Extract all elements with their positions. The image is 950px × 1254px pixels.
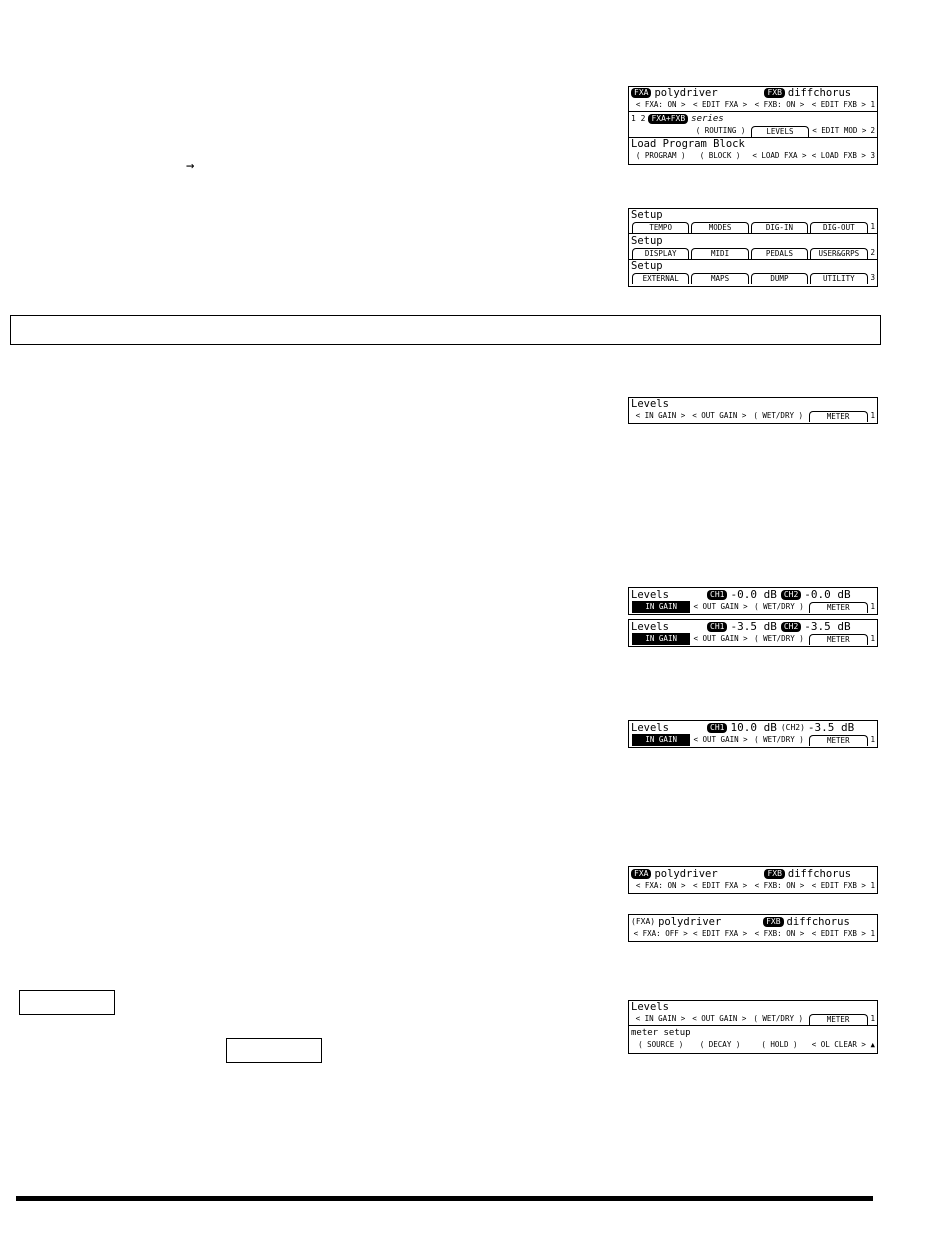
softkey-row	[629, 601, 877, 613]
softkey-row	[629, 125, 877, 137]
softkey-row	[629, 221, 877, 233]
page-number: 2	[870, 126, 876, 135]
softkey-out-gain[interactable]: < OUT GAIN >	[692, 411, 747, 420]
lcd-status-row	[629, 87, 877, 99]
softkey-edit-fxa[interactable]: < EDIT FXA >	[692, 100, 748, 109]
fxa-name: polydriver	[654, 867, 718, 880]
softkey-tempo[interactable]: TEMPO	[632, 222, 689, 233]
ch2-tag: CH2	[781, 622, 801, 632]
page-number: 1	[870, 1014, 876, 1023]
softkey-load-fxb[interactable]: < LOAD FXB >	[811, 151, 866, 160]
page-number: 1	[870, 735, 876, 744]
softkey-hold[interactable]: ( HOLD )	[761, 1040, 798, 1049]
softkey-in-gain[interactable]: IN GAIN	[632, 601, 690, 613]
fxa-name: polydriver	[654, 87, 718, 99]
softkey-midi[interactable]: MIDI	[691, 248, 748, 259]
softkey-utility[interactable]: UTILITY	[810, 273, 867, 284]
softkey-dig-in[interactable]: DIG-IN	[751, 222, 808, 233]
softkey-row	[629, 150, 877, 162]
levels-title: Levels	[631, 398, 669, 410]
key-label-box	[226, 1038, 322, 1063]
softkey-out-gain[interactable]: < OUT GAIN >	[693, 634, 748, 643]
softkey-external[interactable]: EXTERNAL	[632, 273, 689, 284]
softkey-wet-dry[interactable]: ( WET/DRY )	[753, 411, 804, 420]
page-number: 1	[870, 634, 876, 643]
footer-rule	[16, 1196, 873, 1201]
softkey-edit-fxa[interactable]: < EDIT FXA >	[692, 881, 748, 890]
lcd-levels-gain	[628, 619, 878, 647]
ch1-value: -0.0 dB	[730, 588, 777, 601]
softkey-maps[interactable]: MAPS	[691, 273, 748, 284]
ch1-tag: CH1	[707, 723, 727, 733]
softkey-in-gain[interactable]: < IN GAIN >	[635, 411, 686, 420]
softkey-wet-dry[interactable]: ( WET/DRY )	[754, 634, 804, 643]
ch1-tag: CH1	[707, 590, 727, 600]
softkey-dump[interactable]: DUMP	[751, 273, 808, 284]
softkey-meter[interactable]: METER	[809, 411, 868, 422]
load-program-title: Load Program Block	[631, 138, 745, 150]
ch2-tag: CH2	[781, 590, 801, 600]
softkey-wet-dry[interactable]: ( WET/DRY )	[754, 735, 804, 744]
fxb-tag: FXB	[764, 869, 784, 879]
softkey-row	[629, 247, 877, 259]
page-number: 2	[870, 248, 876, 257]
setup-title: Setup	[631, 234, 663, 247]
lcd-meter-setup	[628, 1000, 878, 1054]
fxa-name: polydriver	[658, 915, 722, 928]
softkey-row	[629, 99, 877, 111]
softkey-row	[629, 1039, 877, 1051]
fxa-tag: (FXA)	[631, 916, 656, 926]
lcd-main-program	[628, 86, 878, 165]
softkey-fxa-off[interactable]: < FXA: OFF >	[633, 929, 688, 938]
fxb-tag: FXB	[764, 88, 784, 98]
lcd-levels	[628, 397, 878, 424]
levels-title: Levels	[631, 721, 669, 734]
ch1-value: 10.0 dB	[730, 721, 777, 734]
lcd-status-row	[629, 915, 877, 928]
lcd-status-row	[629, 112, 877, 125]
page-number: 3	[870, 273, 876, 282]
lcd-status-row	[629, 867, 877, 880]
softkey-row	[629, 928, 877, 940]
softkey-edit-fxa[interactable]: < EDIT FXA >	[692, 929, 748, 938]
softkey-edit-fxb[interactable]: < EDIT FXB >	[811, 100, 866, 109]
softkey-row	[629, 734, 877, 746]
softkey-row	[629, 410, 877, 422]
softkey-wet-dry[interactable]: ( WET/DRY )	[753, 1014, 804, 1023]
lcd-status-row	[629, 138, 877, 150]
softkey-edit-fxb[interactable]: < EDIT FXB >	[811, 929, 866, 938]
meter-setup-title: meter setup	[631, 1027, 691, 1038]
lcd-status-row	[629, 234, 877, 247]
ch2-tag: (CH2)	[780, 722, 805, 732]
softkey-user-grps[interactable]: USER&GRPS	[810, 248, 867, 259]
softkey-fxb-on[interactable]: < FXB: ON >	[754, 881, 805, 890]
softkey-fxb-on[interactable]: < FXB: ON >	[754, 929, 805, 938]
softkey-fxb-on[interactable]: < FXB: ON >	[754, 100, 805, 109]
softkey-out-gain[interactable]: < OUT GAIN >	[692, 1014, 747, 1023]
lcd-status-row	[629, 620, 877, 633]
page-number: 1	[870, 222, 876, 231]
fxa-tag: FXA	[631, 869, 651, 879]
softkey-wet-dry[interactable]: ( WET/DRY )	[754, 602, 804, 611]
lcd-status-row	[629, 588, 877, 601]
lcd-status-row	[629, 1001, 877, 1013]
softkey-fxa-on[interactable]: < FXA: ON >	[635, 100, 686, 109]
lcd-fx-status	[628, 914, 878, 942]
fxb-name: diffchorus	[786, 915, 850, 928]
softkey-in-gain[interactable]: IN GAIN	[632, 734, 690, 746]
ch2-value: -3.5 dB	[807, 721, 855, 734]
page-number: 1	[870, 929, 876, 938]
ch2-value: -3.5 dB	[804, 620, 851, 633]
softkey-out-gain[interactable]: < OUT GAIN >	[693, 602, 748, 611]
lcd-levels-gain	[628, 587, 878, 615]
lcd-status-row	[629, 209, 877, 221]
ch1-value: -3.5 dB	[730, 620, 777, 633]
key-label-box	[19, 990, 115, 1015]
softkey-dig-out[interactable]: DIG-OUT	[810, 222, 867, 233]
softkey-row	[629, 272, 877, 284]
softkey-load-fxa[interactable]: < LOAD FXA >	[752, 151, 807, 160]
softkey-meter[interactable]: METER	[809, 735, 867, 746]
softkey-levels[interactable]: LEVELS	[751, 126, 809, 137]
setup-title: Setup	[631, 209, 663, 221]
levels-title: Levels	[631, 1001, 669, 1013]
fxb-name: diffchorus	[787, 87, 852, 99]
softkey-edit-mod[interactable]: < EDIT MOD >	[812, 126, 867, 135]
softkey-row	[629, 1013, 877, 1025]
fxa-fxb-tag: FXA+FXB	[648, 114, 688, 124]
lcd-levels-gain	[628, 720, 878, 748]
setup-title: Setup	[631, 260, 663, 272]
lcd-status-row	[629, 1026, 877, 1039]
page-number: 1	[870, 411, 876, 420]
page-number: 1	[870, 100, 876, 109]
softkey-source[interactable]: ( SOURCE )	[638, 1040, 684, 1049]
page-up-marker: ▲	[870, 1040, 876, 1049]
softkey-ol-clear[interactable]: < OL CLEAR >	[811, 1040, 866, 1049]
page-number: 1	[870, 881, 876, 890]
page-number: 3	[870, 151, 876, 160]
lcd-status-row	[629, 721, 877, 734]
softkey-fxa-on[interactable]: < FXA: ON >	[635, 881, 686, 890]
fxb-tag: FXB	[763, 917, 783, 927]
levels-title: Levels	[631, 588, 669, 601]
routing-icon: 1 2	[631, 113, 646, 123]
lcd-status-row	[629, 260, 877, 272]
softkey-empty	[632, 125, 690, 137]
arrow-glyph: →	[186, 158, 195, 174]
lcd-setup	[628, 208, 878, 287]
softkey-display[interactable]: DISPLAY	[632, 248, 689, 259]
softkey-decay[interactable]: ( DECAY )	[699, 1040, 741, 1049]
softkey-out-gain[interactable]: < OUT GAIN >	[693, 735, 748, 744]
softkey-in-gain[interactable]: IN GAIN	[632, 633, 690, 645]
page-number: 1	[870, 602, 876, 611]
softkey-routing[interactable]: ( ROUTING )	[695, 126, 746, 135]
softkey-row	[629, 633, 877, 645]
ch1-tag: CH1	[707, 622, 727, 632]
softkey-block[interactable]: ( BLOCK )	[699, 151, 741, 160]
softkey-row	[629, 880, 877, 892]
softkey-pedals[interactable]: PEDALS	[751, 248, 808, 259]
fxb-name: diffchorus	[787, 867, 852, 880]
section-heading-box	[10, 315, 881, 345]
softkey-modes[interactable]: MODES	[691, 222, 748, 233]
fxa-tag: FXA	[631, 88, 651, 98]
softkey-meter[interactable]: METER	[809, 1014, 868, 1025]
softkey-meter[interactable]: METER	[809, 634, 867, 645]
softkey-meter[interactable]: METER	[809, 602, 867, 613]
routing-value: series	[691, 113, 724, 124]
softkey-edit-fxb[interactable]: < EDIT FXB >	[811, 881, 866, 890]
ch2-value: -0.0 dB	[804, 588, 851, 601]
softkey-in-gain[interactable]: < IN GAIN >	[635, 1014, 686, 1023]
softkey-program[interactable]: ( PROGRAM )	[635, 151, 686, 160]
levels-title: Levels	[631, 620, 669, 633]
lcd-status-row	[629, 398, 877, 410]
lcd-fx-status	[628, 866, 878, 894]
